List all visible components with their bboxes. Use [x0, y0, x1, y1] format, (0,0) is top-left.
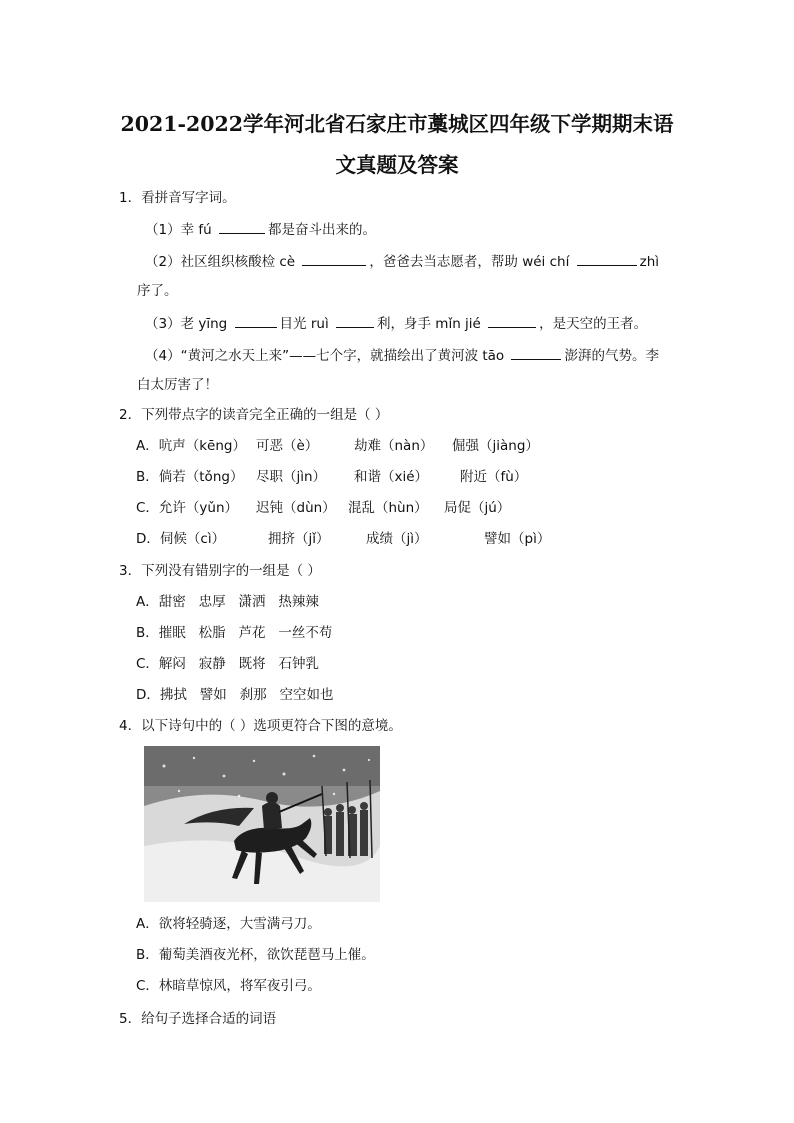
- q2-d-word-1: D．伺候（cì）: [136, 531, 226, 547]
- question-1-item-2-cont: 序了。: [137, 283, 178, 299]
- q2-c-word-1: C．允许（yǔn）: [136, 500, 239, 516]
- q1-item2-part-c: zhì: [639, 254, 660, 270]
- q2-a-word-1: A．吭声（kēng）: [136, 438, 246, 454]
- answer-blank[interactable]: [219, 219, 265, 234]
- snowy-cavalry-illustration: [144, 746, 380, 902]
- q2-a-word-2: 可恶（è）: [256, 438, 319, 454]
- q1-item4-part-b: 澎湃的气势。李: [564, 348, 659, 364]
- q2-d-word-3: 成绩（jì）: [366, 531, 428, 547]
- question-2-option-b: [136, 468, 527, 486]
- q2-d-word-4: 譬如（pì）: [484, 531, 551, 547]
- question-3-option-b: B．摧眠 松脂 芦花 一丝不苟: [136, 625, 333, 641]
- q2-b-word-1: B．倘若（tǒng）: [136, 469, 244, 485]
- question-2-option-d: [136, 530, 550, 548]
- answer-blank[interactable]: [577, 251, 637, 266]
- question-1-item-1: [145, 219, 376, 239]
- question-1-item-4: [145, 345, 659, 365]
- question-4-option-b: B．葡萄美酒夜光杯，欲饮琵琶马上催。: [136, 947, 375, 963]
- question-2-stem: 2．下列带点字的读音完全正确的一组是（ ）: [119, 407, 389, 423]
- question-2-option-a: [136, 437, 539, 455]
- q2-b-word-2: 尽职（jìn）: [256, 469, 327, 485]
- question-4-stem: 4．以下诗句中的（ ）选项更符合下图的意境。: [119, 718, 402, 734]
- answer-blank[interactable]: [235, 313, 277, 328]
- page-title-line-2: 文真题及答案: [335, 153, 459, 177]
- answer-blank[interactable]: [488, 313, 536, 328]
- q1-item3-part-b: 目光 ruì: [279, 316, 333, 332]
- question-1-item-3: [145, 313, 647, 333]
- q1-item1-part-b: 都是奋斗出来的。: [267, 222, 376, 238]
- question-4-option-c: C．林暗草惊风，将军夜引弓。: [136, 978, 321, 994]
- q2-a-word-4: 倔强（jiàng）: [452, 438, 539, 454]
- q2-c-word-4: 局促（jú）: [444, 500, 511, 516]
- q2-d-word-2: 拥挤（jǐ）: [268, 531, 330, 547]
- q1-item4-part-a: （4）“黄河之水天上来”——七个字，就描绘出了黄河波 tāo: [145, 348, 509, 364]
- q1-item3-part-a: （3）老 yīng: [145, 316, 232, 332]
- q2-b-word-3: 和谐（xié）: [354, 469, 429, 485]
- q1-item3-part-c: 利，身手 mǐn jié: [377, 316, 486, 332]
- q2-c-word-3: 混乱（hùn）: [348, 500, 428, 516]
- question-1-item-2: [145, 251, 659, 271]
- question-3-option-d: D．拂拭 譬如 刹那 空空如也: [136, 687, 334, 703]
- question-2-option-c: [136, 499, 510, 517]
- question-4-option-a: A．欲将轻骑逐，大雪满弓刀。: [136, 916, 321, 932]
- question-1-stem: 1．看拼音写字词。: [119, 190, 236, 206]
- answer-blank[interactable]: [302, 251, 366, 266]
- q1-item2-part-a: （2）社区组织核酸检 cè: [145, 254, 300, 270]
- q1-item2-part-b: ，爸爸去当志愿者，帮助 wéi chí: [369, 254, 574, 270]
- q2-a-word-3: 劫难（nàn）: [354, 438, 434, 454]
- q2-c-word-2: 迟钝（dùn）: [256, 500, 336, 516]
- page-title-line-1: 2021-2022学年河北省石家庄市藁城区四年级下学期期末语: [120, 112, 674, 136]
- question-1-item-4-cont: 白太厉害了！: [137, 377, 218, 393]
- answer-blank[interactable]: [511, 345, 561, 360]
- q2-b-word-4: 附近（fù）: [460, 469, 528, 485]
- question-5-stem: 5．给句子选择合适的词语: [119, 1011, 277, 1027]
- question-3-stem: 3．下列没有错别字的一组是（ ）: [119, 563, 321, 579]
- q1-item3-part-d: ，是天空的王者。: [539, 316, 648, 332]
- q1-item1-part-a: （1）幸 fú: [145, 222, 216, 238]
- question-3-option-a: A．甜密 忠厚 潇洒 热辣辣: [136, 594, 319, 610]
- question-3-option-c: C．解闷 寂静 既将 石钟乳: [136, 656, 320, 672]
- answer-blank[interactable]: [336, 313, 374, 328]
